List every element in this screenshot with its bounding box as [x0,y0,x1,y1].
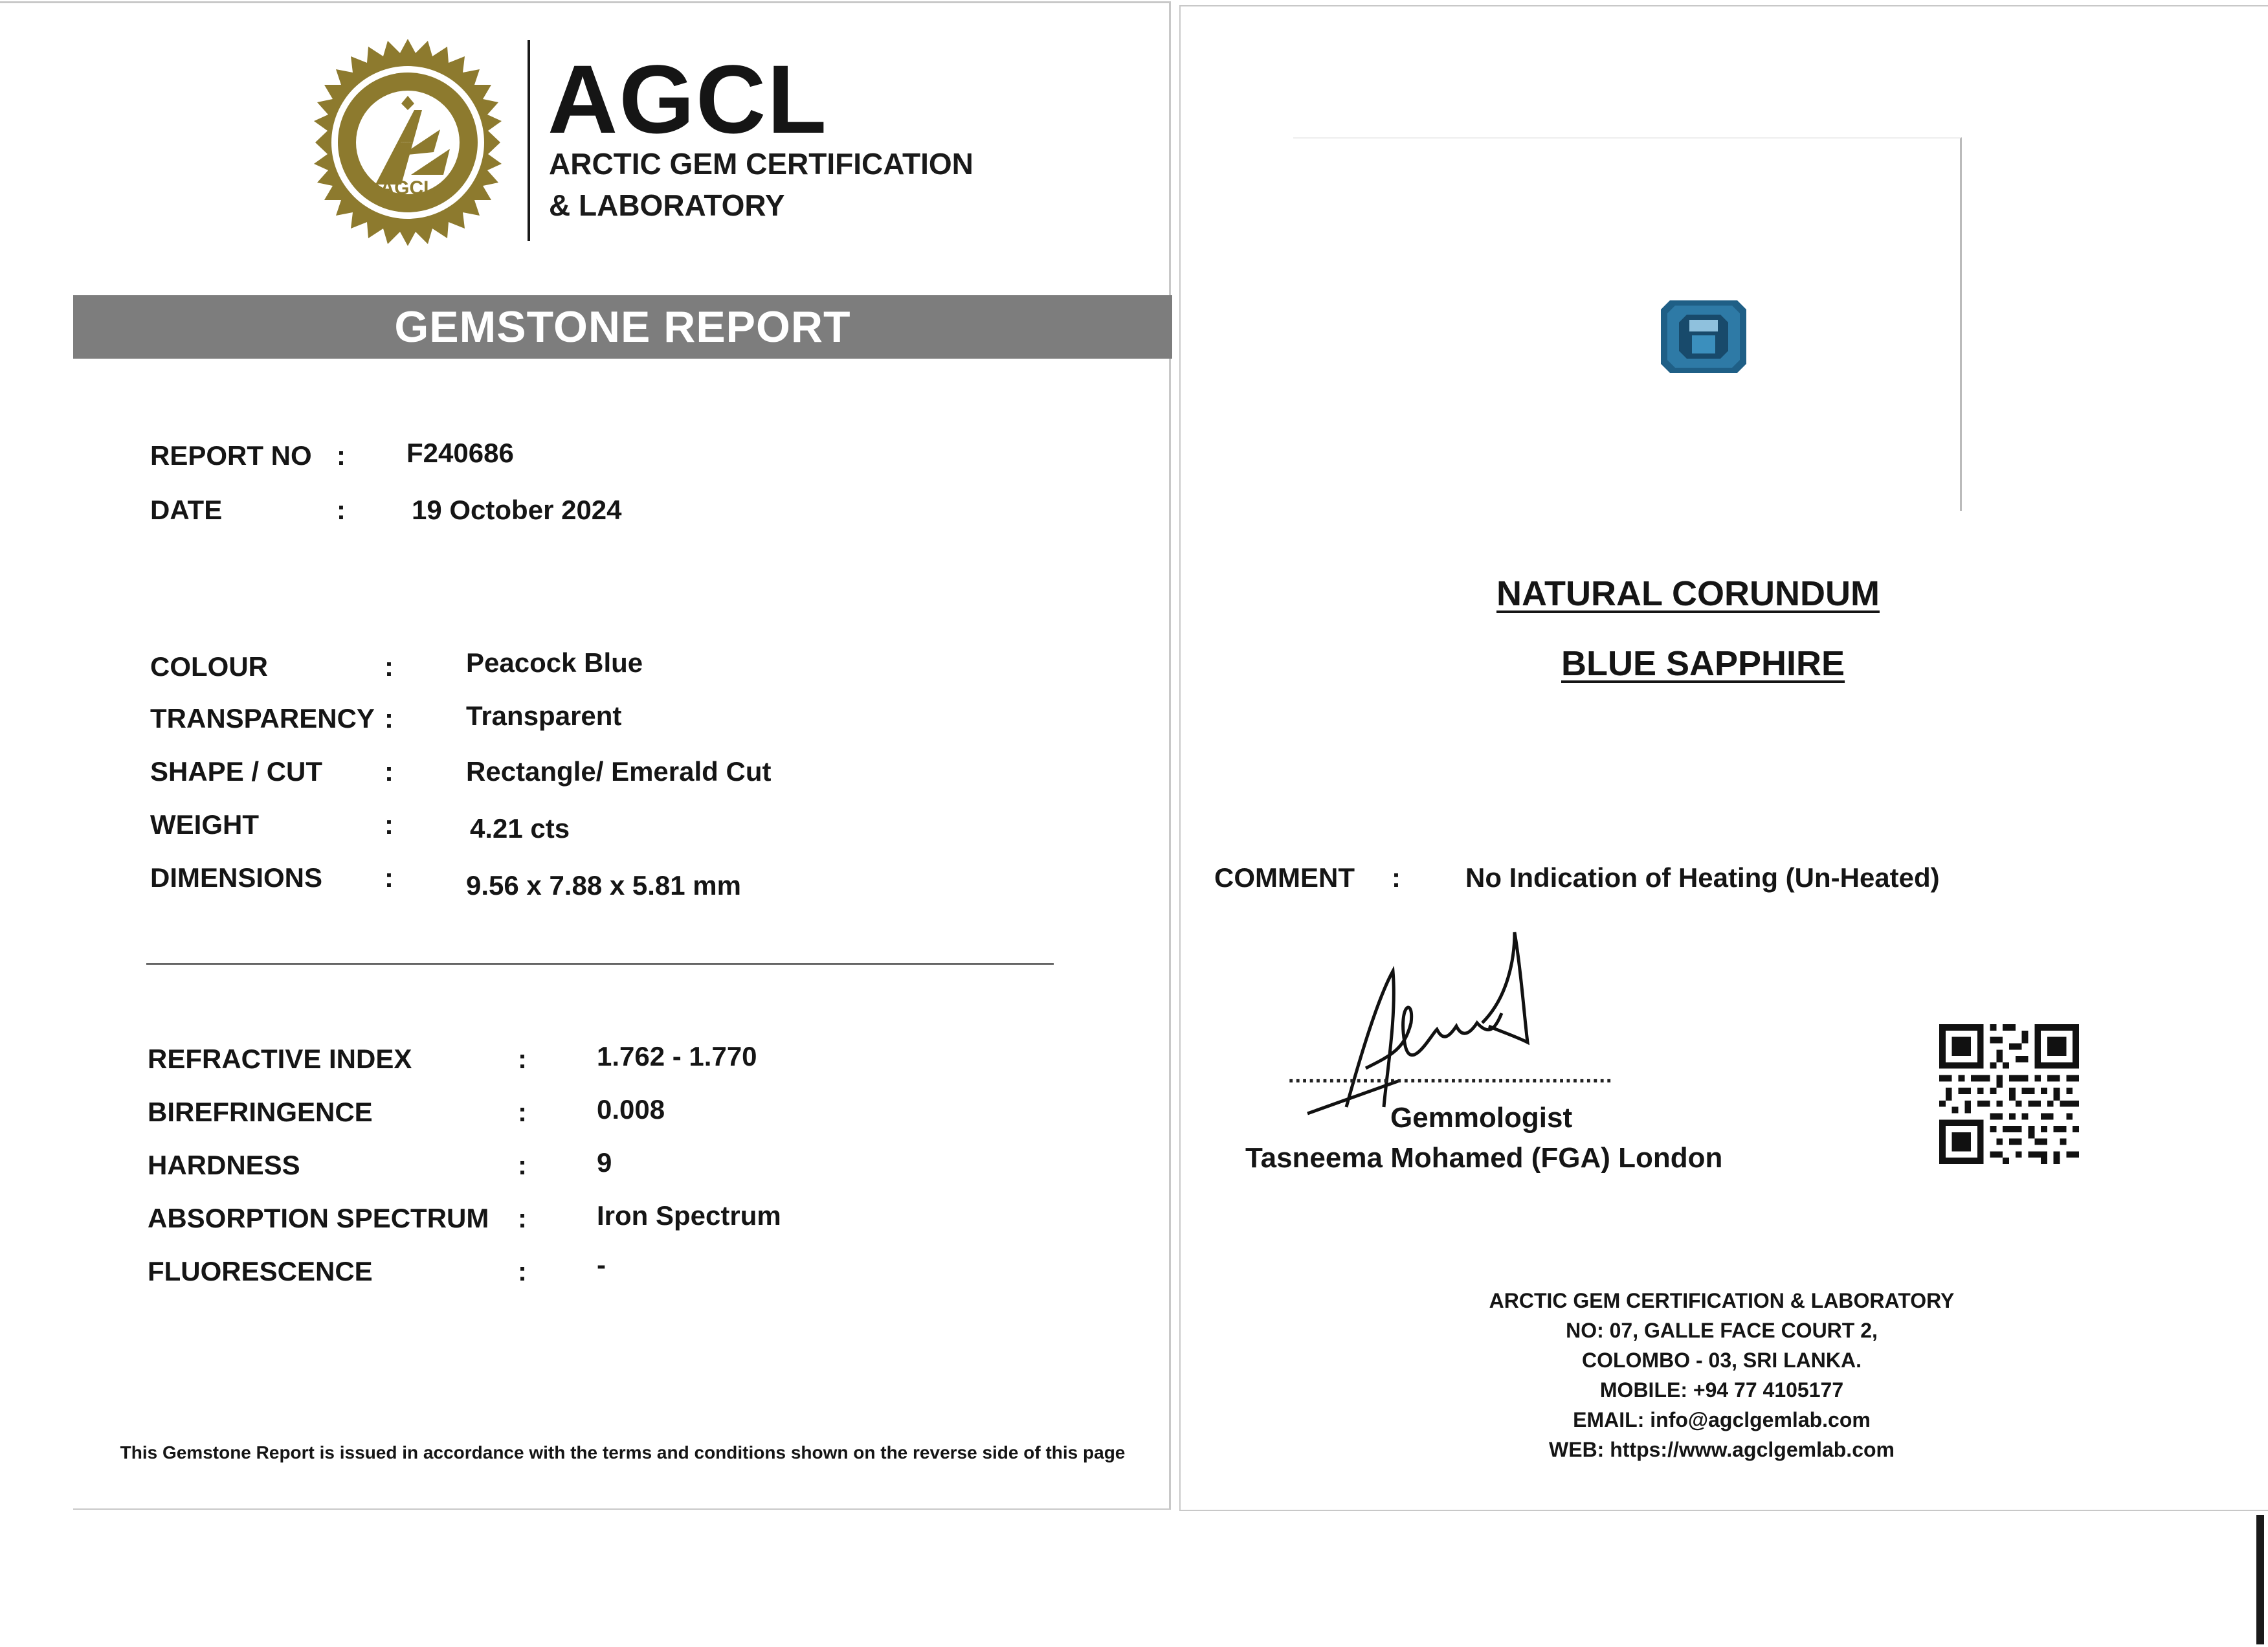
email-link[interactable]: EMAIL: info@agclgemlab.com [1573,1408,1871,1431]
seal-ring-text: ARCTIC GEM CERTIFICATION & LABORATORY [400,142,416,143]
optical-label: BIREFRINGENCE [148,1097,373,1127]
property-label: DIMENSIONS [150,862,323,893]
property-value: Peacock Blue [466,647,643,678]
report-no-label: REPORT NO [150,440,312,471]
left-page-top-edge [0,1,1170,3]
optical-label: FLUORESCENCE [148,1256,373,1286]
scan-edge-mark [2256,1515,2264,1644]
optical-value: - [597,1249,606,1280]
address-line: NO: 07, GALLE FACE COURT 2, [1566,1319,1878,1342]
property-colon: : [384,862,394,893]
terms-footnote: This Gemstone Report is issued in accordance with the terms and conditions shown on the reverse side of this page [120,1442,1126,1462]
signature-dotted-line: ................................................ [1288,1063,1613,1088]
optical-value: 0.008 [597,1094,665,1125]
property-label: COLOUR [150,651,268,682]
logo-divider [528,40,530,241]
brand-name: AGCL [548,45,828,153]
report-no-colon: : [337,440,346,471]
right-page-bottom-edge [1179,1510,2268,1511]
gem-photo-frame [1293,137,1962,511]
section-divider [146,963,1054,965]
property-label: SHAPE / CUT [150,756,323,787]
address-line: COLOMBO - 03, SRI LANKA. [1581,1349,1862,1372]
optical-colon: : [518,1256,527,1286]
date-colon: : [337,495,346,525]
property-colon: : [384,756,394,787]
optical-label: HARDNESS [148,1150,300,1180]
mobile-number: MOBILE: +94 77 4105177 [1599,1378,1844,1402]
variety-title: BLUE SAPPHIRE [1561,644,1845,683]
date-value: 19 October 2024 [412,495,622,525]
comment-colon: : [1392,862,1401,893]
property-label: WEIGHT [150,809,259,840]
gemstone-image [1661,300,1746,373]
lab-address [1398,1286,2045,1464]
comment-value: No Indication of Heating (Un-Heated) [1465,862,1940,893]
optical-colon: : [518,1097,527,1127]
left-page-right-edge [1169,1,1171,1510]
species-title: NATURAL CORUNDUM [1496,574,1880,613]
optical-label: REFRACTIVE INDEX [148,1044,412,1074]
comment-label: COMMENT [1214,862,1355,893]
report-title: GEMSTONE REPORT [394,302,851,352]
optical-value: 1.762 - 1.770 [597,1041,757,1071]
optical-colon: : [518,1203,527,1233]
property-value: Rectangle/ Emerald Cut [466,756,772,787]
optical-colon: : [518,1150,527,1180]
seal-brand-text: AGCL [380,177,436,199]
signatory-name: Tasneema Mohamed (FGA) London [1245,1142,1723,1174]
optical-label: ABSORPTION SPECTRUM [148,1203,489,1233]
property-label: TRANSPARENCY [150,703,375,734]
optical-colon: : [518,1044,527,1074]
optical-value: Iron Spectrum [597,1200,781,1231]
property-value: Transparent [466,700,622,731]
report-no-value: F240686 [406,438,514,468]
right-page-top-edge [1179,5,2268,6]
optical-value: 9 [597,1147,612,1178]
property-value: 4.21 cts [470,813,570,844]
logo-seal [304,39,511,246]
lab-name-line2: & LABORATORY [549,188,785,222]
qr-code-icon[interactable] [1938,1024,2080,1164]
address-line: ARCTIC GEM CERTIFICATION & LABORATORY [1489,1289,1955,1312]
date-label: DATE [150,495,223,525]
property-colon: : [384,809,394,840]
website-link[interactable]: WEB: https://www.agclgemlab.com [1549,1438,1895,1461]
report-title-banner [73,295,1172,359]
property-value: 9.56 x 7.88 x 5.81 mm [466,870,741,901]
lab-name-line1: ARCTIC GEM CERTIFICATION [549,147,973,181]
property-colon: : [384,651,394,682]
signature [1301,919,1547,1126]
property-colon: : [384,703,394,734]
right-page-left-edge [1179,5,1181,1511]
left-page-bottom-edge [73,1508,1171,1510]
signatory-title: Gemmologist [1390,1102,1573,1134]
